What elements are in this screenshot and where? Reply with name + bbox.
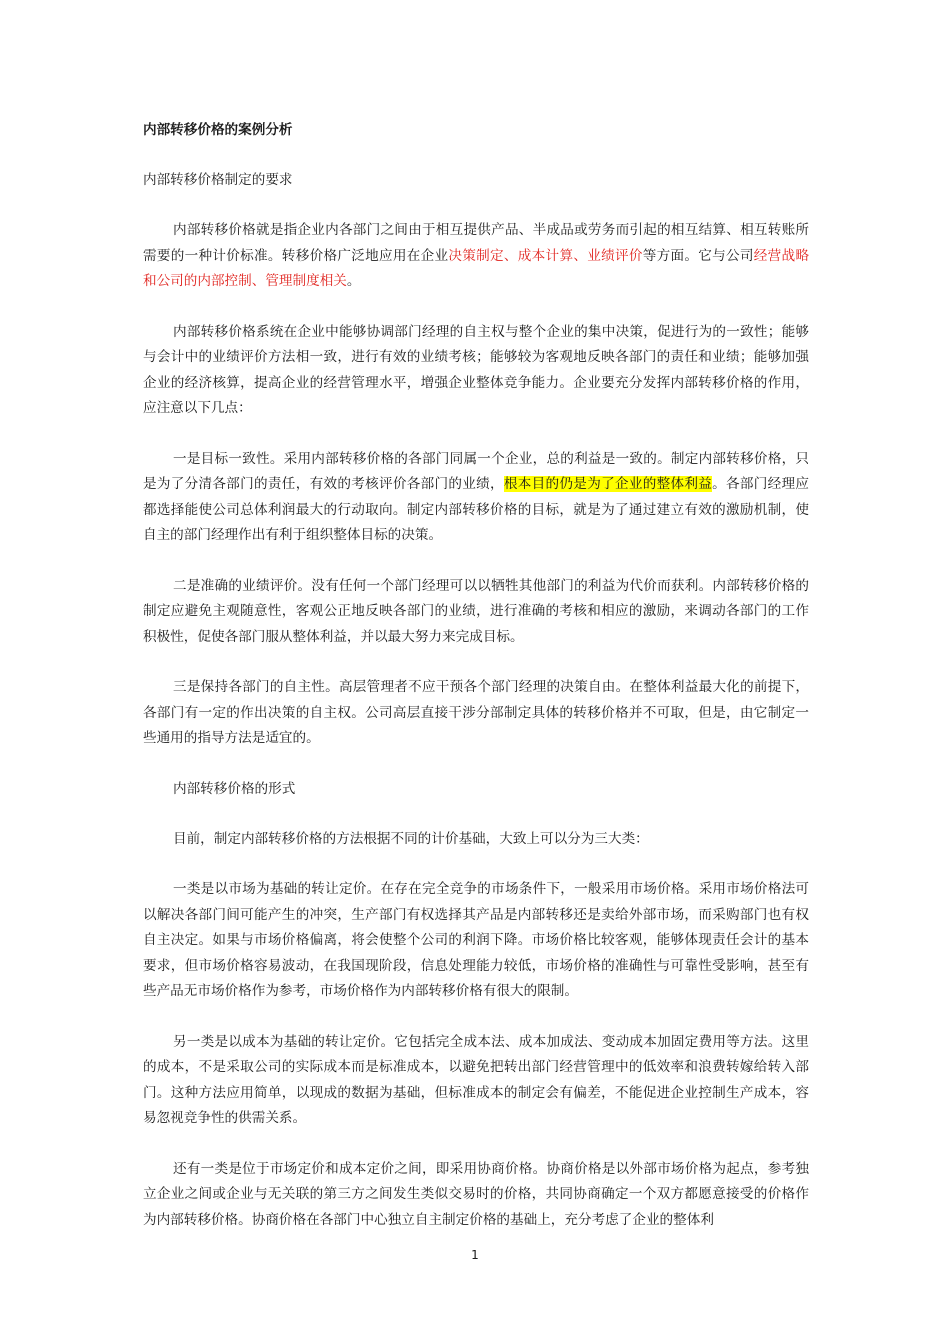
paragraph-market-based: 一类是以市场为基础的转让定价。在存在完全竞争的市场条件下，一般采用市场价格。采用市场价格法可以解决各部门间可能产生的冲突，生产部门有权选择其产品是内部转移还是卖给外部市场，而采购部门也有权自主决定。如果与市场价格偏离，将会使整个公司的利润下降。市场价格比较客观，能够体现责任会计的基本要求，但市场价格容易波动，在我国现阶段，信息处理能力较低，市场价格的准确性与可靠性受影响，甚至有些产品无市场价格作为参考，市场价格作为内部转移价格有很大的限制。 — [143, 881, 809, 999]
document-page — [143, 118, 809, 1258]
paragraph-text: 。各部门经理应都选择能使公司总体利润最大的行动取向。制定内部转移价格的目标，就是为了通过建立有效的激励机制，使自主的部门经理作出有利于组织整体目标的决策。 — [143, 476, 810, 543]
paragraph-text: 内部转移价格就是指企业内各部门之间由于相互提供产品、半成品或劳务而引起的相互结算、相互转账所需要的一种计价标准。转移价格广泛地应用在企业 — [143, 222, 809, 264]
document-title: 内部转移价格的案例分析 — [143, 122, 293, 138]
paragraph-system: 内部转移价格系统在企业中能够协调部门经理的自主权与整个企业的集中决策，促进行为的一致性；能够与会计中的业绩评价方法相一致，进行有效的业绩考核；能够较为客观地反映各部门的责任和业绩；能够加强企业的经济核算，提高企业的经营管理水平，增强企业整体竞争能力。企业要充分发挥内部转移价格的作用，应注意以下几点： — [143, 323, 809, 416]
section-heading-forms: 内部转移价格的形式 — [173, 780, 296, 797]
paragraph-definition — [143, 218, 809, 295]
paragraph-three-categories: 目前，制定内部转移价格的方法根据不同的计价基础，大致上可以分为三大类： — [173, 830, 649, 847]
paragraph-autonomy: 三是保持各部门的自主性。高层管理者不应干预各个部门经理的决策自由。在整体利益最大化的前提下，各部门有一定的作出决策的自主权。公司高层直接干涉分部制定具体的转移价格并不可取，但是，由它制定一些通用的指导方法是适宜的。 — [143, 679, 809, 746]
paragraph-cost-based: 另一类是以成本为基础的转让定价。它包括完全成本法、成本加成法、变动成本加固定费用等方法。这里的成本，不是采取公司的实际成本而是标准成本，以避免把转出部门经营管理中的低效率和浪费转嫁给转入部门。这种方法应用简单，以现成的数据为基础，但标准成本的制定会有偏差，不能促进企业控制生产成本，容易忽视竞争性的供需关系。 — [143, 1033, 809, 1126]
red-text-strategy: 经营战略和公司的内部控制、管理制度相关 — [143, 247, 810, 289]
page-number: 1 — [471, 1248, 479, 1262]
paragraph-negotiated: 还有一类是位于市场定价和成本定价之间，即采用协商价格。协商价格是以外部市场价格为起点，参考独立企业之间或企业与无关联的第三方之间发生类似交易时的价格，共同协商确定一个双方都愿意接受的价格作为内部转移价格。协商价格在各部门中心独立自主制定价格的基础上，充分考虑了企业的整体利 — [143, 1160, 809, 1228]
paragraph-performance-evaluation: 二是准确的业绩评价。没有任何一个部门经理可以以牺牲其他部门的利益为代价而获利。内部转移价格的制定应避免主观随意性，客观公正地反映各部门的业绩，进行准确的考核和相应的激励，来调动各部门的工作积极性，促使各部门服从整体利益，并以最大努力来完成目标。 — [143, 577, 809, 645]
paragraph-goal-consistency — [143, 447, 809, 549]
section-heading-requirements: 内部转移价格制定的要求 — [143, 172, 293, 188]
paragraph-text: 等方面。它与公司 — [642, 247, 754, 264]
red-text-applications: 决策制定、成本计算、业绩评价 — [448, 247, 643, 264]
paragraph-text: 一是目标一致性。采用内部转移价格的各部门同属一个企业，总的利益是一致的。制定内部转移价格，只是为了分清各部门的责任，有效的考核评价各部门的业绩， — [143, 450, 809, 492]
highlighted-text-purpose: 根本目的仍是为了企业的整体利益 — [503, 476, 713, 492]
paragraph-text: 。 — [346, 273, 361, 289]
